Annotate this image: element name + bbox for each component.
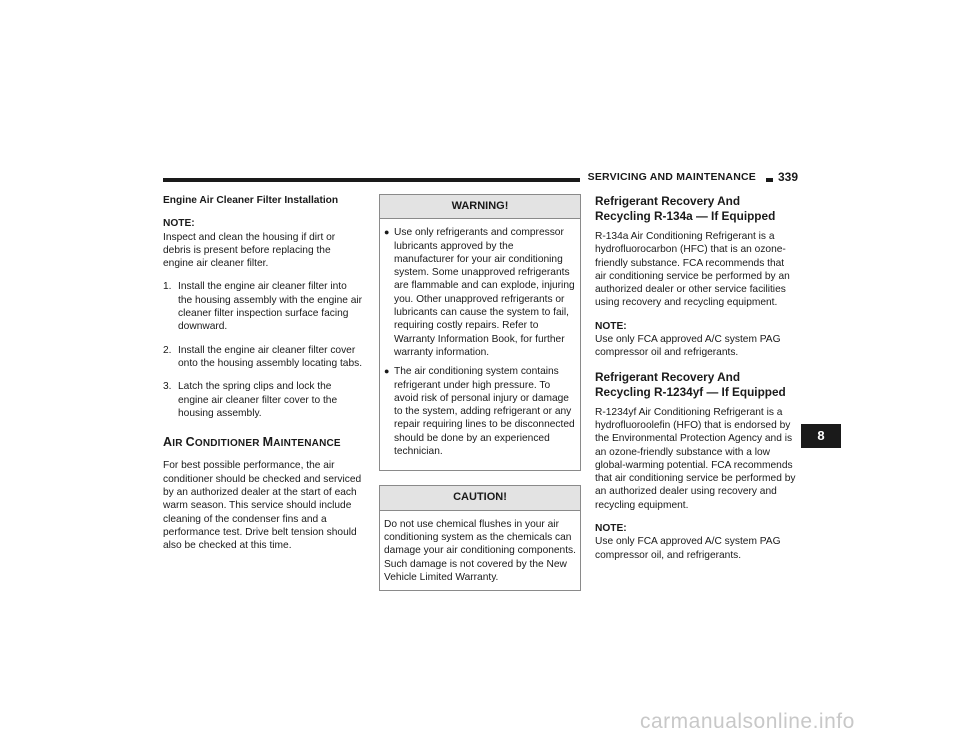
- note-label: NOTE:: [595, 320, 627, 332]
- warning-list: [384, 226, 576, 458]
- list-item: [163, 344, 363, 371]
- list-item: [163, 280, 363, 333]
- note-text: Use only FCA approved A/C system PAG compressor oil, and refrigerants.: [595, 536, 781, 561]
- caution-title: CAUTION!: [380, 486, 580, 510]
- page-number: 339: [778, 170, 799, 184]
- note-label: NOTE:: [595, 523, 627, 535]
- note-text: Inspect and clean the housing if dirt or debris is present before replacing the engine air cleaner filter.: [163, 231, 336, 270]
- paragraph-r1234yf: R-1234yf Air Conditioning Refrigerant is a hydrofluoroolefin (HFO) that is endorsed by the Environmental Protection Agency and is an ozone-friendly substance with a low global-warming potential. FCA recommends that air conditioning service be performed by an authorized dealer using recovery and recycling equipment.: [595, 406, 796, 511]
- heading-r1234yf: Refrigerant Recovery And Recycling R-1234yf — If Equipped: [595, 369, 786, 399]
- watermark: carmanualsonline.info: [640, 710, 855, 733]
- warning-text: Use only refrigerants and compressor lubricants approved by the manufacturer for your air conditioning system. Some unapproved refrigerants are flammable and can explode, injuring you. Other unapproved refrigerants or lubricants can cause the system to fail, requiring costly repairs. Refer to Warranty Information Book, for further warranty information.: [394, 227, 575, 358]
- step-list: [163, 280, 363, 420]
- bullet-icon: ●: [384, 366, 390, 377]
- step-text: Latch the spring clips and lock the engine air cleaner filter cover to the housing assembly.: [178, 381, 338, 419]
- bullet-icon: ●: [384, 227, 390, 238]
- step-number: 1.: [163, 281, 172, 293]
- chapter-tab: 8: [801, 424, 841, 448]
- subheading: Engine Air Cleaner Filter Installation: [163, 195, 339, 206]
- heading-r134a: Refrigerant Recovery And Recycling R-134a — If Equipped: [595, 194, 776, 223]
- step-text: Install the engine air cleaner filter cover onto the housing assembly locating tabs.: [178, 344, 363, 369]
- column-middle: [379, 194, 581, 605]
- step-number: 2.: [163, 344, 172, 356]
- body-paragraph: For best possible performance, the air conditioner should be checked and serviced by an authorized dealer at the start of each warm season. This service should include cleaning of the condenser fins and a performance test. Drive belt tension should also be checked at this time.: [163, 460, 362, 552]
- column-left: [163, 194, 363, 563]
- section-heading: AIR CONDITIONER MAINTENANCE: [163, 435, 341, 450]
- warning-box: [379, 194, 581, 471]
- list-item: [384, 365, 576, 458]
- paragraph-r134a: R-134a Air Conditioning Refrigerant is a hydrofluorocarbon (HFC) that is an ozone-friendly substance. FCA recommends that air conditioning service be performed by an authorized dealer or other service facilities using recovery and recycling equipment.: [595, 231, 790, 309]
- caution-text: Do not use chemical flushes in your air conditioning system as the chemicals can damage your air conditioning components. Such damage is not covered by the New Vehicle Limited Warranty.: [384, 518, 576, 583]
- caution-box: [379, 485, 581, 591]
- note-label: NOTE:: [163, 218, 195, 230]
- note-text: Use only FCA approved A/C system PAG compressor oil and refrigerants.: [595, 334, 781, 359]
- section-title: SERVICING AND MAINTENANCE: [580, 171, 766, 183]
- column-right: [595, 194, 797, 572]
- list-item: [384, 226, 576, 359]
- step-text: Install the engine air cleaner filter into the housing assembly with the engine air cleaner filter inspection surface facing downward.: [178, 281, 363, 333]
- step-number: 3.: [163, 381, 172, 393]
- warning-title: WARNING!: [380, 195, 580, 219]
- warning-text: The air conditioning system contains refrigerant under high pressure. To avoid risk of personal injury or damage to the system, adding refrigerant or any repair requiring lines to be disconnected should be done by an experienced technician.: [394, 366, 575, 458]
- list-item: [163, 380, 363, 420]
